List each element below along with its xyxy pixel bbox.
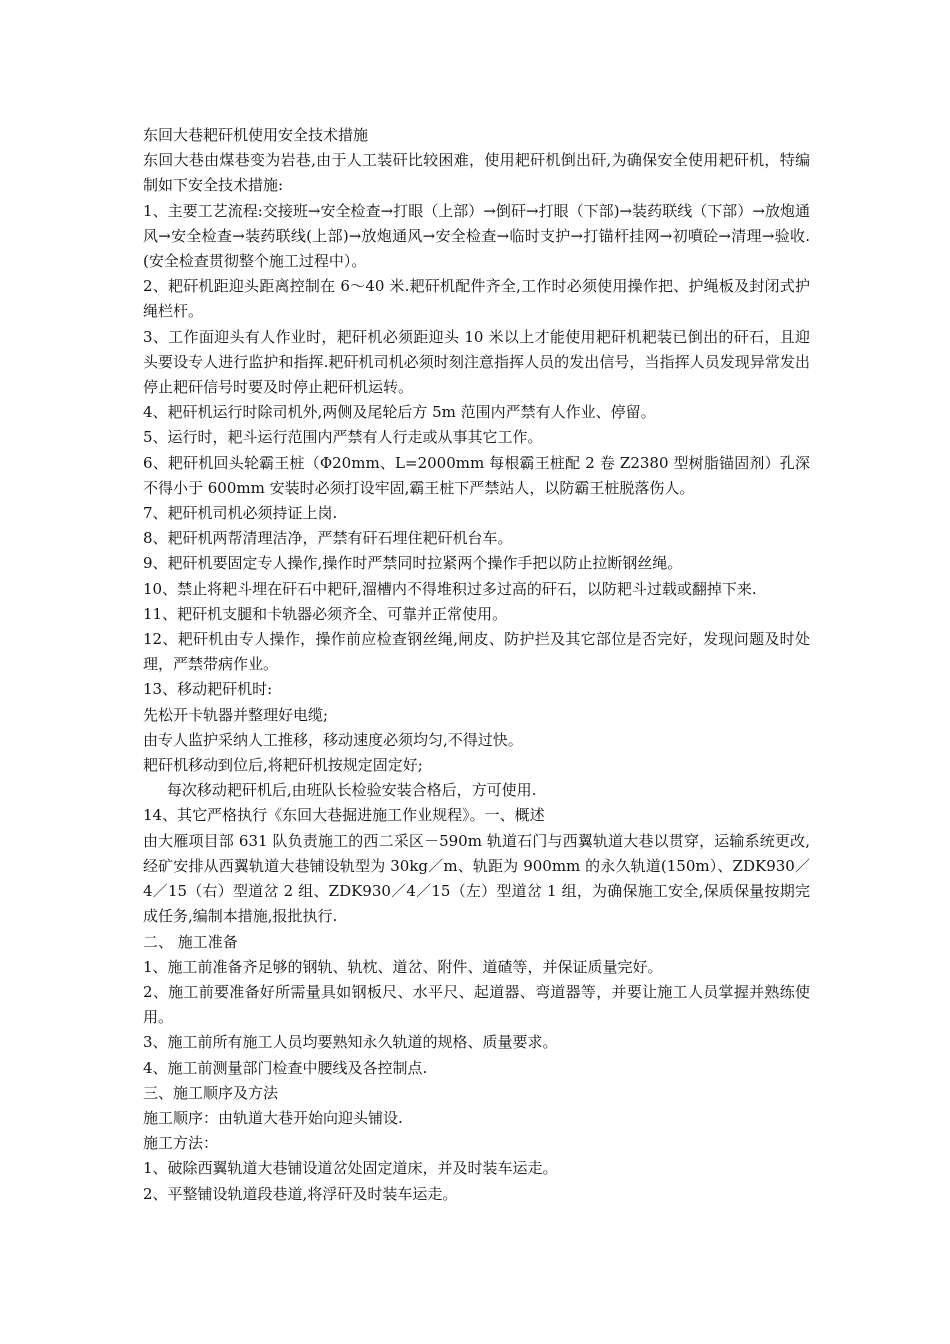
paragraph: 12、耙矸机由专人操作，操作前应检查钢丝绳,闸皮、防护拦及其它部位是否完好，发现问题及时处理，严禁带病作业。 [143,630,810,674]
document-title: 东回大巷耙矸机使用安全技术措施 [143,126,369,144]
paragraph: 14、其它严格执行《东回大巷掘进施工作业规程》。一、概述 [143,806,545,825]
paragraph: 先松开卡轨器并整理好电缆; [143,705,329,724]
paragraph: 2、平整铺设轨道段巷道,将浮矸及时装车运走。 [143,1184,458,1203]
paragraph: 1、主要工艺流程:交接班→安全检查→打眼（上部）→倒矸→打眼（下部)→装药联线（下部）→放炮通风→安全检查→装药联线(上部)→放炮通风→安全检查→临时支护→打锚杆挂网→初噴砼→清理→验收.(安全检查贯彻整个施工过程中）。 [143,201,810,271]
paragraph: 4、施工前测量部门检查中腰线及各控制点. [143,1058,428,1077]
document-body [143,123,810,1207]
paragraph: 3、工作面迎头有人作业时，耙矸机必须距迎头 10 米以上才能使用耙矸机耙装已倒出的矸石，且迎头要设专人进行监护和指挥.耙矸机司机必须时刻注意指挥人员的发出信号，当指挥人员发现异常发出停止耙矸信号时要及时停止耙矸机运转。 [143,327,810,397]
paragraph: 3、施工前所有施工人员均要熟知永久轨道的规格、质量要求。 [143,1033,558,1052]
paragraph: 8、耙矸机两帮清理洁净，严禁有矸石埋住耙矸机台车。 [143,529,513,548]
paragraph: 耙矸机移动到位后,将耙矸机按规定固定好; [143,756,423,775]
paragraph: 4、耙矸机运行时除司机外,两侧及尾轮后方 5m 范围内严禁有人作业、停留。 [143,403,656,422]
paragraph: 2、施工前要准备好所需量具如钢板尺、水平尺、起道器、弯道器等，并要让施工人员掌握并熟练使用。 [143,982,810,1027]
paragraph: 东回大巷由煤巷变为岩巷,由于人工装矸比较困难，使用耙矸机倒出矸,为确保安全使用耙矸机，特编制如下安全技术措施: [143,151,810,195]
paragraph: 6、耙矸机回头轮霸王桩（Φ20mm、L=2000mm 每根霸王桩配 2 卷 Z2380 型树脂锚固剂）孔深不得小于 600mm 安装时必须打设牢固,霸王桩下严禁站人，以防霸王桩脱落伤人。 [143,453,810,497]
paragraph: 13、移动耙矸机时: [143,680,273,699]
paragraph: 9、耙矸机要固定专人操作,操作时严禁同时拉紧两个操作手把以防止拉断钢丝绳。 [143,554,683,573]
paragraph: 1、施工前准备齐足够的钢轨、轨枕、道岔、附件、道碴等，并保证质量完好。 [143,957,663,976]
paragraph: 由大雁项目部 631 队负责施工的西二采区－590m 轨道石门与西翼轨道大巷以贯穿，运输系统更改,经矿安排从西翼轨道大巷铺设轨型为 30kg／m、轨距为 900mm 的永久轨道(150m）、ZDK930／4／15（右）型道岔 2 组、ZDK930／4／15（左）型道岔 1 组，为确保施工安全,保质保量按期完成任务,编制本措施,报批执行. [143,831,810,926]
paragraph: 2、耙矸机距迎头距离控制在 6～40 米.耙矸机配件齐全,工作时必须使用操作把、护绳板及封闭式护绳栏杆。 [143,277,810,321]
section-heading: 三、施工顺序及方法 [143,1083,279,1102]
paragraph: 7、耙矸机司机必须持证上岗. [143,504,338,523]
paragraph: 由专人监护采纳人工推移，移动速度必须均匀,不得过快。 [143,730,523,749]
paragraph: 1、破除西翼轨道大巷铺设道岔处固定道床，并及时装车运走。 [143,1159,558,1178]
paragraph: 10、禁止将耙斗埋在矸石中耙矸,溜槽内不得堆积过多过高的矸石，以防耙斗过载或翻掉下来. [143,579,757,598]
paragraph: 11、耙矸机支腿和卡轨器必须齐全、可靠并正常使用。 [143,604,508,623]
paragraph: 5、运行时，耙斗运行范围内严禁有人行走或从事其它工作。 [143,428,543,447]
paragraph: 施工方法： [143,1134,219,1153]
paragraph: 施工顺序：由轨道大巷开始向迎头铺设. [143,1108,403,1127]
section-heading: 二、 施工准备 [143,932,238,951]
paragraph: 每次移动耙矸机后,由班队长检验安装合格后，方可使用. [143,781,537,800]
